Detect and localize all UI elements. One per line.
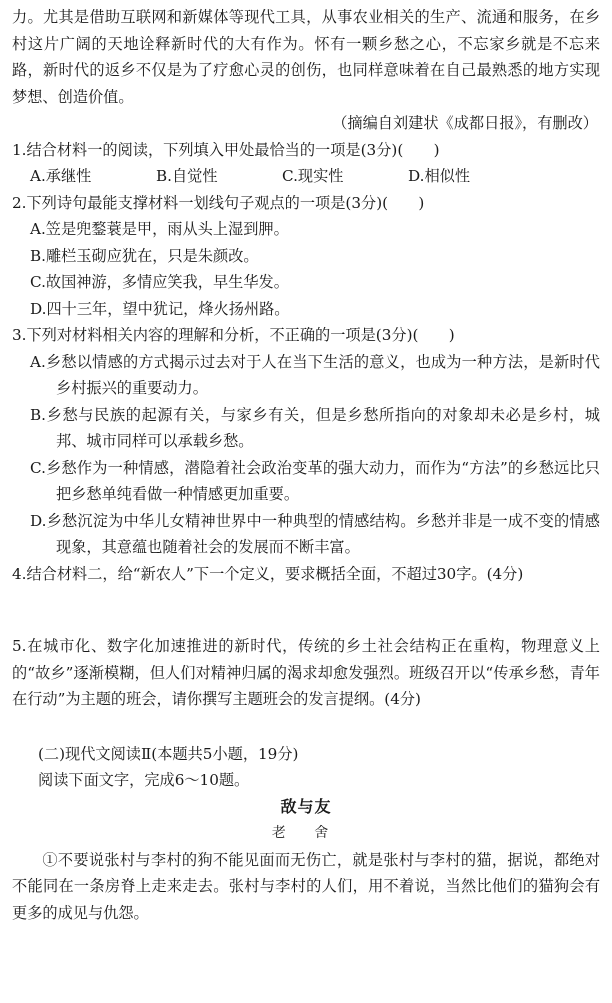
answer-space — [12, 587, 600, 633]
question-3-option-b: B.乡愁与民族的起源有关，与家乡有关，但是乡愁所指向的对象却未必是乡村，城邦、城市同样可以承载乡愁。 — [30, 405, 600, 450]
question-3-option-a: A.乡愁以情感的方式揭示过去对于人在当下生活的意义，也成为一种方法，是新时代乡村振兴的重要动力。 — [30, 352, 600, 397]
question-1-option-c: C.现实性 — [282, 167, 344, 185]
question-3-option-d: D.乡愁沉淀为中华儿女精神世界中一种典型的情感结构。乡愁并非是一成不变的情感现象，其意蕴也随着社会的发展而不断丰富。 — [30, 511, 600, 556]
section-instruction: 阅读下面文字，完成6～10题。 — [38, 771, 250, 789]
answer-space — [12, 713, 600, 741]
question-1-option-d: D.相似性 — [408, 167, 471, 185]
question-1-options — [12, 163, 600, 190]
source-citation: （摘编自刘建状《成都日报》，有删改） — [332, 114, 598, 132]
article-paragraph-1: ①不要说张村与李村的狗不能见面而无伤亡，就是张村与李村的猫，据说，都绝对不能同在一条房脊上走来走去。张村与李村的人们，用不着说，当然比他们的猫狗会有更多的成见与仇怨。 — [12, 850, 600, 922]
question-2-stem: 2.下列诗句最能支撑材料一划线句子观点的一项是(3分)( ) — [12, 193, 425, 212]
article-title: 敌与友 — [280, 796, 332, 816]
question-2-option-c: C.故国神游，多情应笑我，早生华发。 — [30, 273, 289, 291]
question-4: 4.结合材料二，给“新农人”下一个定义，要求概括全面，不超过30字。(4分) — [12, 564, 524, 583]
question-5: 5.在城市化、数字化加速推进的新时代，传统的乡土社会结构正在重构，物理意义上的“故乡”逐渐模糊，但人们对精神归属的渴求却愈发强烈。班级召开以“传承乡愁，青年在行动”为主题的班会，请你撰写主题班会的发言提纲。(4分) — [12, 637, 600, 708]
question-2-option-a: A.笠是兜鍪蓑是甲，雨从头上湿到胛。 — [30, 220, 289, 238]
section-heading: (二)现代文阅读Ⅱ(本题共5小题，19分) — [38, 744, 299, 763]
question-2-option-b: B.雕栏玉砌应犹在，只是朱颜改。 — [30, 246, 259, 265]
top-paragraph: 力。尤其是借助互联网和新媒体等现代工具，从事农业相关的生产、流通和服务，在乡村这片广阔的天地诠释新时代的大有作为。怀有一颗乡愁之心，不忘家乡就是不忘来路，新时代的返乡不仅是为了疗愈心灵的创伤，也同样意味着在自己最熟悉的地方实现梦想、创造价值。 — [12, 8, 600, 106]
question-3-option-c: C.乡愁作为一种情感，潜隐着社会政治变革的强大动力，而作为“方法”的乡愁远比只把乡愁单纯看做一种情感更加重要。 — [30, 458, 600, 503]
question-1-stem: 1.结合材料一的阅读，下列填入甲处最恰当的一项是(3分)( ) — [12, 140, 440, 159]
question-1-option-a: A.承继性 — [30, 167, 92, 185]
question-3-stem: 3.下列对材料相关内容的理解和分析，不正确的一项是(3分)( ) — [12, 326, 455, 344]
question-2-option-d: D.四十三年，望中犹记，烽火扬州路。 — [30, 299, 290, 318]
article-author: 老 舍 — [271, 825, 341, 841]
question-1-option-b: B.自觉性 — [156, 167, 218, 185]
